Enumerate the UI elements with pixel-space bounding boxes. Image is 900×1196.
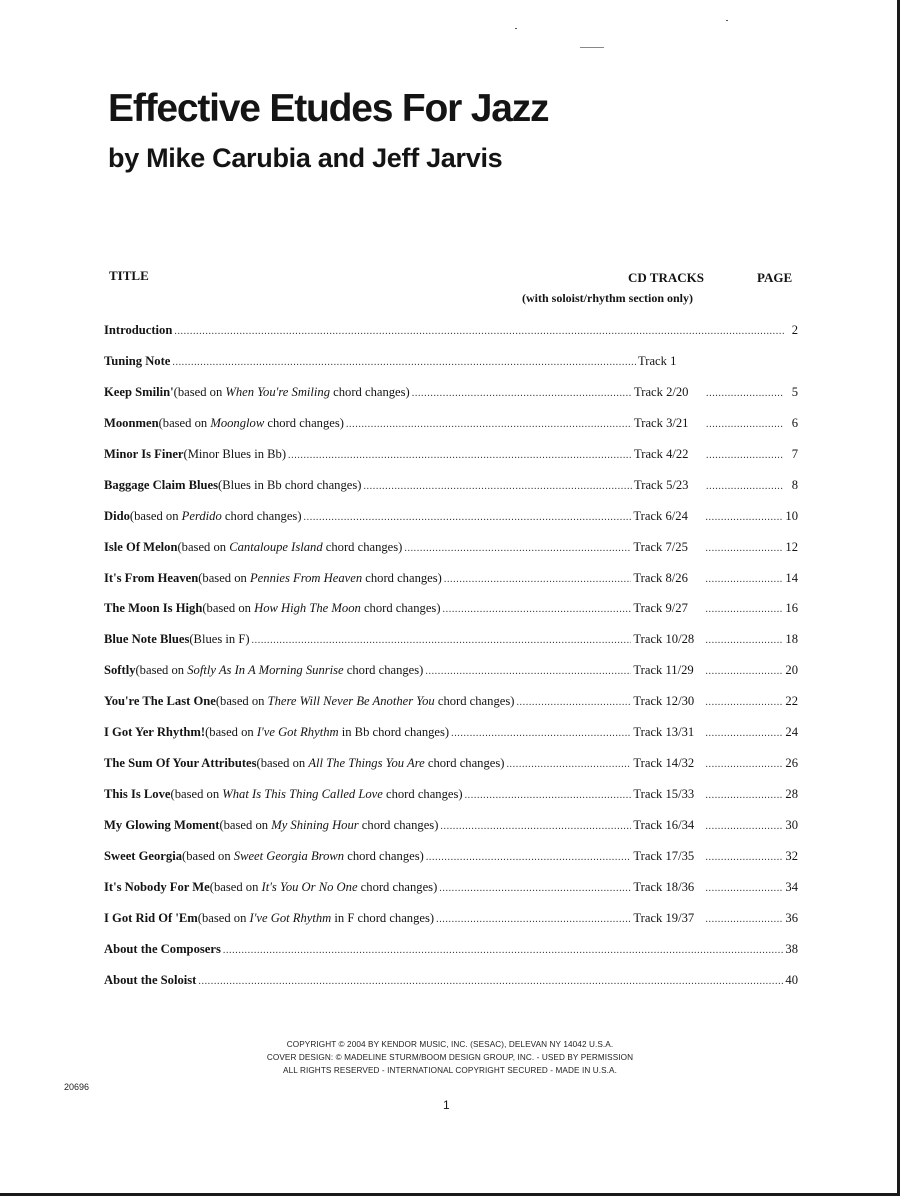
toc-entry-source-tune: Perdido (181, 508, 222, 523)
toc-entry-title: This Is Love (104, 787, 171, 802)
toc-row (104, 624, 798, 655)
toc-row (104, 934, 798, 965)
toc-entry-description: (based on Cantaloupe Island chord changes) (177, 539, 403, 554)
toc-row (104, 717, 798, 748)
toc-entry-source-tune: How High The Moon (254, 601, 361, 616)
toc-entry-source-tune: Pennies From Heaven (249, 570, 363, 585)
toc-entry-title: Minor Is Finer (104, 446, 184, 461)
dot-leader (223, 934, 784, 966)
dot-leader (404, 532, 631, 564)
dot-leader (439, 872, 631, 904)
toc-entry-page: 6 (791, 415, 798, 430)
toc-entry-source-tune: There Will Never Be Another You (267, 694, 435, 709)
toc-entry-title: Keep Smilin' (104, 384, 174, 399)
toc-entry-description: (based on Softly As In A Morning Sunrise chord changes) (135, 663, 424, 678)
toc-entry-page: 8 (791, 477, 798, 492)
toc-row (104, 346, 798, 377)
dot-leader (363, 470, 632, 502)
toc-row (104, 686, 798, 717)
toc-entry-track: Track 17/35 (633, 848, 695, 863)
toc-entry-track: Track 10/28 (633, 632, 695, 647)
scan-speck (726, 20, 728, 21)
header-cd-note: (with soloist/rhythm section only) (522, 291, 693, 305)
dot-leader (705, 903, 783, 935)
dot-leader (198, 965, 783, 997)
toc-entry-track: Track 4/22 (634, 446, 689, 461)
toc-entry-source-tune: Moonglow (210, 415, 265, 430)
toc-entry-source-tune: I've Got Rhythm (256, 725, 339, 740)
toc-entry-source-tune: All The Things You Are (308, 756, 425, 771)
toc-entry-title: I Got Rid Of 'Em (104, 910, 198, 925)
toc-entry-title: My Glowing Moment (104, 818, 220, 832)
dot-leader (705, 593, 783, 625)
toc-entry-page: 30 (785, 818, 798, 832)
toc-entry-track: Track 11/29 (633, 663, 694, 678)
header-cd-tracks: CD TRACKS (628, 270, 704, 285)
toc-row (104, 470, 798, 501)
dot-leader (465, 779, 632, 811)
toc-entry-title: Moonmen (104, 415, 159, 430)
toc-row (104, 501, 798, 532)
copyright-block (0, 1038, 900, 1077)
toc-row (104, 965, 798, 996)
copyright-line: ALL RIGHTS RESERVED - INTERNATIONAL COPYRIGHT SECURED - MADE IN U.S.A. (283, 1066, 617, 1075)
dot-leader (516, 686, 631, 718)
dot-leader (706, 408, 784, 440)
toc-row (104, 315, 798, 346)
toc-entry-source-tune: My Shining Hour (271, 818, 359, 832)
toc-entry-description: (based on All The Things You Are chord changes) (256, 756, 505, 771)
toc-entry-description: (Minor Blues in Bb) (183, 446, 287, 461)
toc-entry-description: (based on It's You Or No One chord changes) (209, 879, 438, 894)
toc-entry-track: Track 12/30 (633, 694, 695, 709)
toc-entry-page: 24 (785, 725, 798, 740)
toc-entry-source-tune: Cantaloupe Island (229, 539, 323, 554)
toc-row (104, 408, 798, 439)
toc-entry-page: 2 (791, 323, 798, 337)
toc-entry-title: The Moon Is High (104, 601, 203, 616)
toc-entry-title: You're The Last One (104, 694, 216, 709)
toc-entry-page: 20 (785, 663, 798, 678)
toc-entry-track: Track 14/32 (633, 756, 695, 771)
toc-entry-track: Track 2/20 (634, 384, 689, 399)
dot-leader (705, 655, 783, 687)
toc-entry-title: Dido (104, 508, 130, 523)
dot-leader (705, 563, 783, 595)
toc-entry-page: 10 (785, 508, 798, 523)
dot-leader (304, 501, 632, 533)
dot-leader (506, 748, 631, 780)
toc-entry-track: Track 13/31 (633, 725, 695, 740)
dot-leader (443, 593, 632, 625)
toc-entry-description: (based on Pennies From Heaven chord changes) (198, 570, 442, 585)
dot-leader (172, 346, 636, 378)
toc-entry-description: (based on How High The Moon chord changes) (202, 601, 441, 616)
toc-entry-page: 7 (791, 446, 798, 461)
dot-leader (705, 501, 783, 533)
toc-entry-page: 18 (785, 632, 798, 647)
toc-entry-description: (based on When You're Smiling chord changes) (173, 384, 410, 399)
dot-leader (174, 315, 784, 347)
toc-entry-title: Baggage Claim Blues (104, 477, 219, 492)
toc-entry-description: (Blues in Bb chord changes) (218, 477, 362, 492)
toc-entry-title: About the Composers (104, 941, 221, 956)
toc-row (104, 903, 798, 934)
toc-entry-title: Sweet Georgia (104, 848, 182, 863)
dot-leader (425, 655, 631, 687)
toc-entry-title: I Got Yer Rhythm! (104, 725, 206, 740)
toc-entry-description: (Blues in F) (189, 632, 250, 647)
copyright-line: COPYRIGHT © 2004 BY KENDOR MUSIC, INC. (SESAC), DELEVAN NY 14042 U.S.A. (286, 1040, 614, 1049)
dot-leader (440, 810, 631, 842)
copyright-line: COVER DESIGN: © MADELINE STURM/BOOM DESIGN GROUP, INC. - USED BY PERMISSION (266, 1053, 634, 1062)
dot-leader (706, 377, 784, 409)
toc-entry-source-tune: Softly As In A Morning Sunrise (187, 663, 344, 678)
dot-leader (705, 532, 783, 564)
book-byline: by Mike Carubia and Jeff Jarvis (108, 143, 503, 173)
toc-row (104, 810, 798, 841)
toc-row (104, 841, 798, 872)
toc-entry-title: About the Soloist (104, 972, 197, 987)
toc-entry-title: It's Nobody For Me (104, 879, 210, 894)
dot-leader (451, 717, 631, 749)
toc-entry-page: 12 (785, 539, 798, 554)
dot-leader (705, 686, 783, 718)
toc-entry-page: 16 (785, 601, 798, 616)
toc-entry-page: 14 (785, 570, 798, 585)
toc-row (104, 532, 798, 563)
toc-entry-source-tune: Sweet Georgia Brown (233, 848, 345, 863)
toc-entry-description: (based on I've Got Rhythm in F chord changes) (197, 910, 435, 925)
toc-entry-description: (based on There Will Never Be Another You chord changes) (215, 694, 515, 709)
dot-leader (436, 903, 631, 935)
dot-leader (705, 872, 783, 904)
toc-entry-page: 40 (785, 972, 798, 987)
toc-entry-page: 38 (785, 941, 798, 956)
toc-entry-track: Track 7/25 (633, 539, 688, 554)
dot-leader (426, 841, 632, 873)
dot-leader (705, 717, 783, 749)
dot-leader (705, 779, 783, 811)
dot-leader (705, 748, 783, 780)
toc-entry-track: Track 5/23 (634, 477, 689, 492)
toc-entry-description: (based on Moonglow chord changes) (158, 415, 344, 430)
page-number: 1 (443, 1098, 450, 1112)
book-title: Effective Etudes For Jazz (108, 87, 549, 130)
toc-entry-track: Track 16/34 (633, 818, 695, 832)
dot-leader (706, 439, 784, 471)
toc-entry-title: Tuning Note (104, 353, 171, 368)
toc-entry-source-tune: I've Got Rhythm (249, 910, 332, 925)
toc-entry-track: Track 15/33 (633, 787, 695, 802)
toc-row (104, 748, 798, 779)
toc-entry-description: (based on What Is This Thing Called Love chord changes) (170, 787, 463, 802)
dot-leader (705, 841, 783, 873)
table-of-contents (104, 315, 798, 996)
toc-entry-track: Track 8/26 (633, 570, 688, 585)
dot-leader (706, 470, 784, 502)
catalog-number: 20696 (64, 1082, 90, 1092)
header-title: TITLE (109, 268, 149, 283)
toc-entry-track: Track 18/36 (633, 879, 695, 894)
toc-entry-track: Track 9/27 (633, 601, 688, 616)
toc-row (104, 439, 798, 470)
toc-entry-description: (based on Perdido chord changes) (129, 508, 302, 523)
dot-leader (252, 624, 632, 656)
header-page: PAGE (757, 270, 793, 285)
dot-leader (444, 563, 632, 595)
toc-entry-page: 32 (785, 848, 798, 863)
toc-entry-title: The Sum Of Your Attributes (104, 756, 257, 771)
toc-row (104, 779, 798, 810)
toc-entry-track: Track 3/21 (634, 415, 689, 430)
toc-entry-page: 28 (785, 787, 798, 802)
toc-entry-page: 5 (791, 384, 798, 399)
toc-entry-description: (based on My Shining Hour chord changes) (219, 818, 439, 832)
scan-speck (515, 28, 517, 29)
toc-entry-title: Introduction (104, 323, 173, 337)
toc-entry-track: Track 19/37 (633, 910, 695, 925)
toc-entry-page: 26 (785, 756, 798, 771)
toc-entry-source-tune: It's You Or No One (261, 879, 358, 894)
dot-leader (705, 810, 783, 842)
toc-entry-source-tune: When You're Smiling (225, 384, 331, 399)
toc-entry-page: 36 (785, 910, 798, 925)
dot-leader (412, 377, 632, 409)
toc-entry-track: Track 1 (638, 353, 677, 368)
toc-row (104, 563, 798, 594)
toc-row (104, 377, 798, 408)
toc-entry-source-tune: What Is This Thing Called Love (222, 787, 383, 802)
toc-entry-title: It's From Heaven (104, 570, 199, 585)
dot-leader (346, 408, 632, 440)
toc-entry-description: (based on Sweet Georgia Brown chord changes) (182, 848, 424, 863)
toc-entry-track: Track 6/24 (633, 508, 688, 523)
scan-speck (580, 47, 604, 48)
dot-leader (288, 439, 632, 471)
dot-leader (705, 624, 783, 656)
toc-entry-title: Isle Of Melon (104, 539, 178, 554)
toc-row (104, 872, 798, 903)
toc-entry-title: Softly (104, 663, 136, 678)
toc-entry-page: 22 (785, 694, 798, 709)
toc-entry-title: Blue Note Blues (104, 632, 190, 647)
toc-row (104, 655, 798, 686)
toc-entry-page: 34 (785, 879, 798, 894)
toc-row (104, 593, 798, 624)
toc-entry-description: (based on I've Got Rhythm in Bb chord changes) (205, 725, 450, 740)
